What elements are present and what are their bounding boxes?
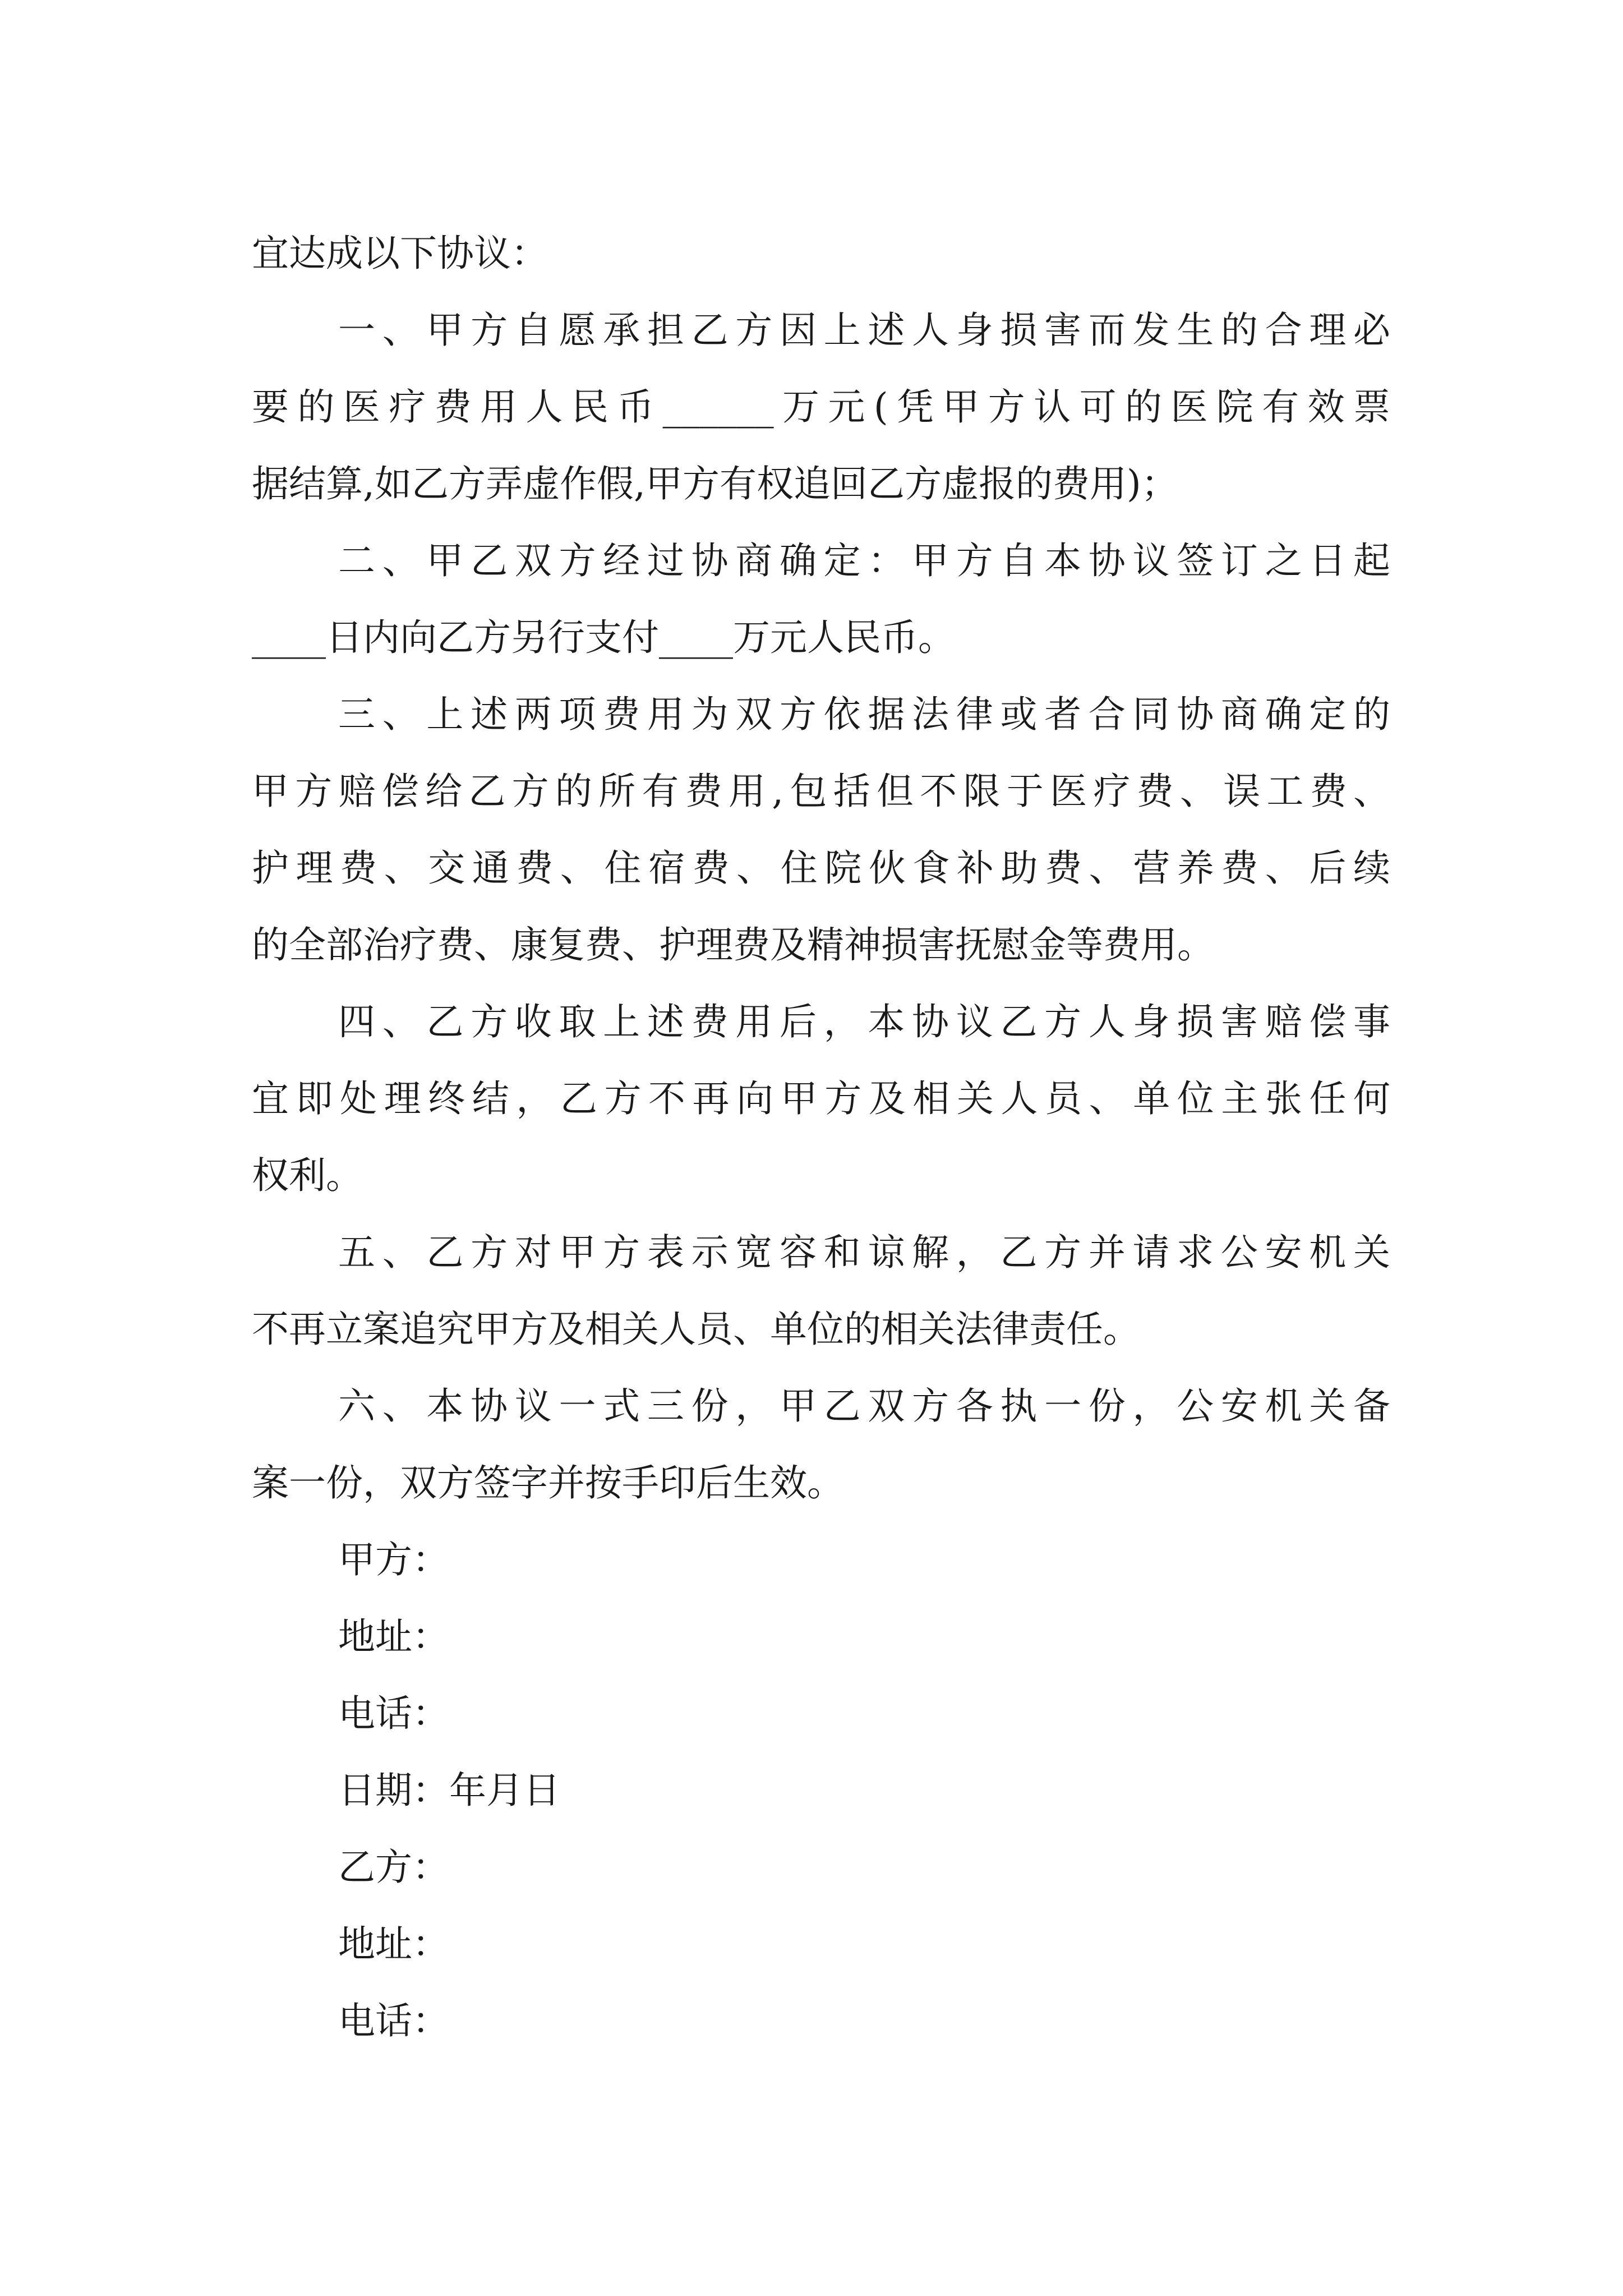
- text-line: 宜即处理终结，乙方不再向甲方及相关人员、单位主张任何: [252, 1077, 1390, 1120]
- document-page: [252, 215, 1390, 2059]
- text-line: 权利。: [252, 1154, 363, 1197]
- paragraph: [252, 676, 1390, 983]
- text-line: 护理费、交通费、住宿费、住院伙食补助费、营养费、后续: [252, 846, 1390, 890]
- text-line: 一、甲方自愿承担乙方因上述人身损害而发生的合理必: [338, 309, 1390, 352]
- signature-field: 地址：: [338, 1615, 449, 1658]
- text-line: 案一份，双方签字并按手印后生效。: [252, 1461, 844, 1504]
- text-line: 二、甲乙双方经过协商确定：甲方自本协议签订之日起: [338, 539, 1390, 582]
- paragraph: [252, 983, 1390, 1214]
- text-line: ____日内向乙方另行支付____万元人民币。: [252, 616, 955, 659]
- text-line: 六、本协议一式三份，甲乙双方各执一份，公安机关备: [338, 1384, 1390, 1428]
- text-line: 宜达成以下协议：: [252, 232, 548, 275]
- signature-field: 日期：年月日: [338, 1769, 560, 1812]
- paragraph: [252, 522, 1390, 676]
- signature-field: 乙方：: [338, 1846, 449, 1889]
- paragraph: [252, 1368, 1390, 1521]
- signature-block: [252, 1521, 1390, 2059]
- agreement-body: [252, 215, 1390, 1521]
- text-line: 据结算,如乙方弄虚作假,甲方有权追回乙方虚报的费用)；: [252, 462, 1178, 505]
- paragraph: [252, 1214, 1390, 1368]
- text-line: 四、乙方收取上述费用后，本协议乙方人身损害赔偿事: [338, 1000, 1390, 1043]
- paragraph: [252, 215, 1390, 292]
- text-line: 五、乙方对甲方表示宽容和谅解，乙方并请求公安机关: [338, 1231, 1390, 1274]
- signature-field: 甲方：: [338, 1538, 449, 1581]
- text-line: 不再立案追究甲方及相关人员、单位的相关法律责任。: [252, 1308, 1140, 1351]
- text-line: 的全部治疗费、康复费、护理费及精神损害抚慰金等费用。: [252, 923, 1214, 967]
- signature-field: 电话：: [338, 1692, 449, 1735]
- signature-field: 电话：: [338, 1999, 449, 2042]
- paragraph: [252, 292, 1390, 522]
- signature-field: 地址：: [338, 1922, 449, 1966]
- text-line: 要的医疗费用人民币______万元(凭甲方认可的医院有效票: [252, 385, 1390, 429]
- text-line: 三、上述两项费用为双方依据法律或者合同协商确定的: [338, 693, 1390, 736]
- text-line: 甲方赔偿给乙方的所有费用,包括但不限于医疗费、误工费、: [252, 770, 1390, 813]
